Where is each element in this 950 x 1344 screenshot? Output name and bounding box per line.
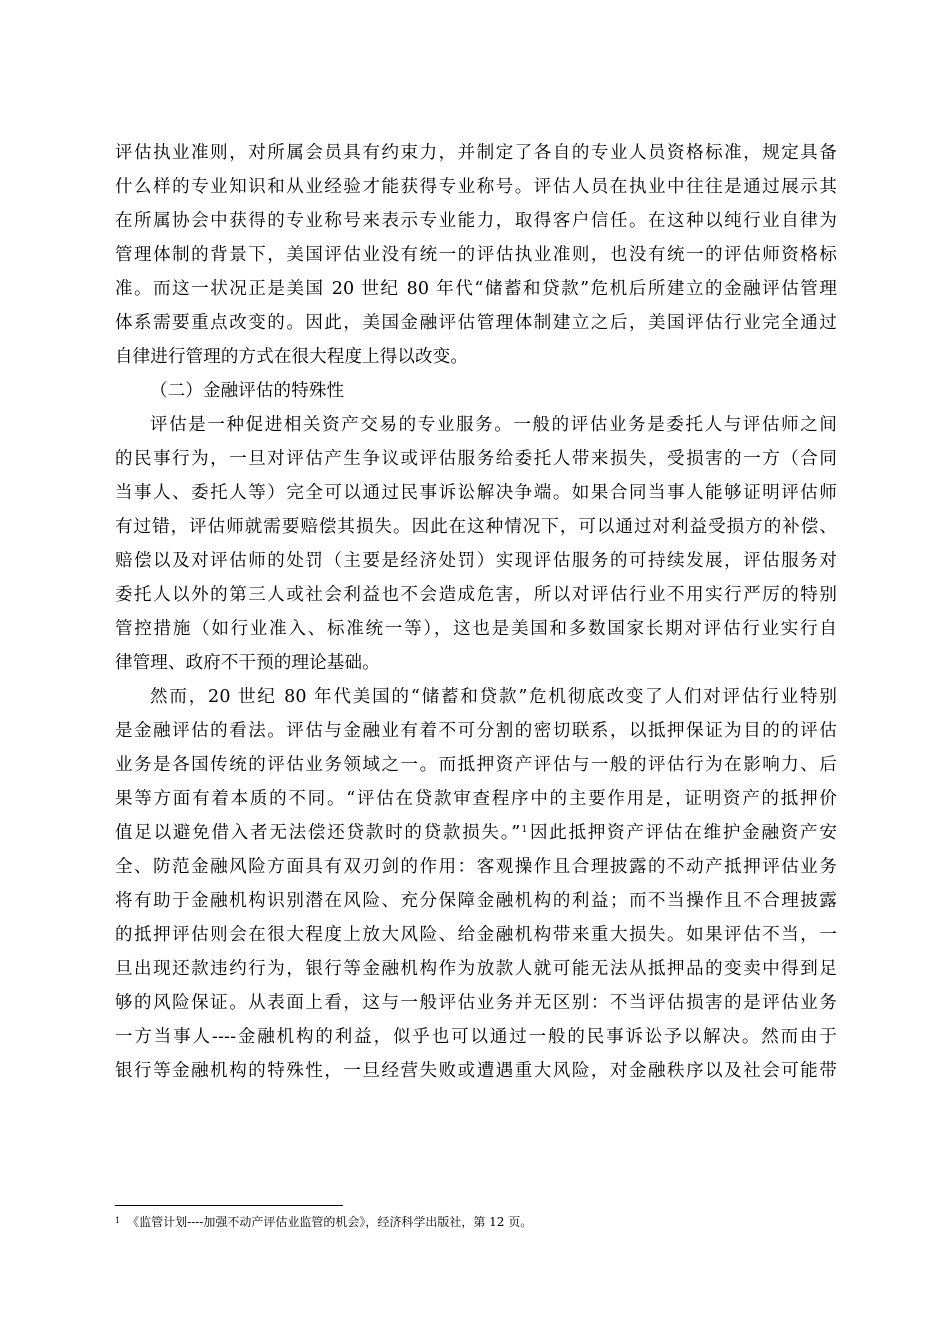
text-line: 在所属协会中获得的专业称号来表示专业能力，取得客户信任。在这种以纯行业自律为 [115, 211, 837, 231]
text-line: 一方当事人----金融机构的利益，似乎也可以通过一般的民事诉讼予以解决。然而由于 [115, 1027, 837, 1047]
document-body [115, 136, 837, 1088]
text-line: 管控措施（如行业准入、标准统一等），这也是美国和多数国家长期对评估行业实行自 [115, 619, 837, 639]
text-line: 全、防范金融风险方面具有双刃剑的作用：客观操作且合理披露的不动产抵押评估业务 [115, 857, 837, 877]
text-line: 的民事行为，一旦对评估产生争议或评估服务给委托人带来损失，受损害的一方（合同 [115, 449, 837, 469]
line-tail: 因此抵押资产评估在维护金融资产安 [528, 823, 837, 843]
text-line: 是金融评估的看法。评估与金融业有着不可分割的密切联系，以抵押保证为目的的评估 [115, 721, 837, 741]
text-line: 业务是各国传统的评估业务领域之一。而抵押资产评估与一般的评估行为在影响力、后 [115, 755, 837, 775]
text-line: 的抵押评估则会在很大程度上放大风险、给金融机构带来重大损失。如果评估不当，一 [115, 925, 837, 945]
text-line: 委托人以外的第三人或社会利益也不会造成危害，所以对评估行业不用实行严厉的特别 [115, 585, 837, 605]
paragraph-3 [115, 680, 837, 1088]
text-line: 将有助于金融机构识别潜在风险、充分保障金融机构的利益；而不当操作且不合理披露 [115, 891, 837, 911]
text-line [115, 816, 837, 850]
text-line: 旦出现还款违约行为，银行等金融机构作为放款人就可能无法从抵押品的变卖中得到足 [115, 959, 837, 979]
text-line: 够的风险保证。从表面上看，这与一般评估业务并无区别：不当评估损害的是评估业务 [115, 993, 837, 1013]
paragraph-1 [115, 136, 837, 374]
footnote-text: 《监管计划----加强不动产评估业监管的机会》，经济科学出版社，第 12 页。 [127, 1215, 533, 1229]
footnote-divider [115, 1205, 343, 1206]
text-line: 什么样的专业知识和从业经验才能获得专业称号。评估人员在执业中往往是通过展示其 [115, 177, 837, 197]
text-line: 准。而这一状况正是美国 20 世纪 80 年代“储蓄和贷款”危机后所建立的金融评估管理 [115, 279, 837, 299]
text-line: 评估是一种促进相关资产交易的专业服务。一般的评估业务是委托人与评估师之间 [150, 415, 837, 435]
text-line: 银行等金融机构的特殊性，一旦经营失败或遭遇重大风险，对金融秩序以及社会可能带 [115, 1061, 837, 1081]
quote-text: 值足以避免借入者无法偿还贷款时的贷款损失。” [115, 823, 521, 843]
text-line: 赔偿以及对评估师的处罚（主要是经济处罚）实现评估服务的可持续发展，评估服务对 [115, 551, 837, 571]
text-line: 律管理、政府不干预的理论基础。 [115, 653, 380, 673]
text-line: 管理体制的背景下，美国评估业没有统一的评估执业准则，也没有统一的评估师资格标 [115, 245, 837, 265]
text-line: 自律进行管理的方式在很大程度上得以改变。 [115, 347, 468, 367]
text-line: 然而，20 世纪 80 年代美国的“储蓄和贷款”危机彻底改变了人们对评估行业特别 [150, 687, 837, 707]
paragraph-2 [115, 408, 837, 680]
footnote-mark: 1 [115, 1216, 121, 1225]
footnote [115, 1213, 532, 1230]
text-line: 评估执业准则，对所属会员具有约束力，并制定了各自的专业人员资格标准，规定具备 [115, 143, 837, 163]
footnote-reference[interactable]: 1 [521, 825, 528, 835]
text-line: 有过错，评估师就需要赔偿其损失。因此在这种情况下，可以通过对利益受损方的补偿、 [115, 517, 837, 537]
text-line: 果等方面有着本质的不同。“评估在贷款审查程序中的主要作用是，证明资产的抵押价 [115, 789, 837, 809]
section-heading: （二）金融评估的特殊性 [150, 381, 345, 401]
text-line: 体系需要重点改变的。因此，美国金融评估管理体制建立之后，美国评估行业完全通过 [115, 313, 837, 333]
text-line: 当事人、委托人等）完全可以通过民事诉讼解决争端。如果合同当事人能够证明评估师 [115, 483, 837, 503]
